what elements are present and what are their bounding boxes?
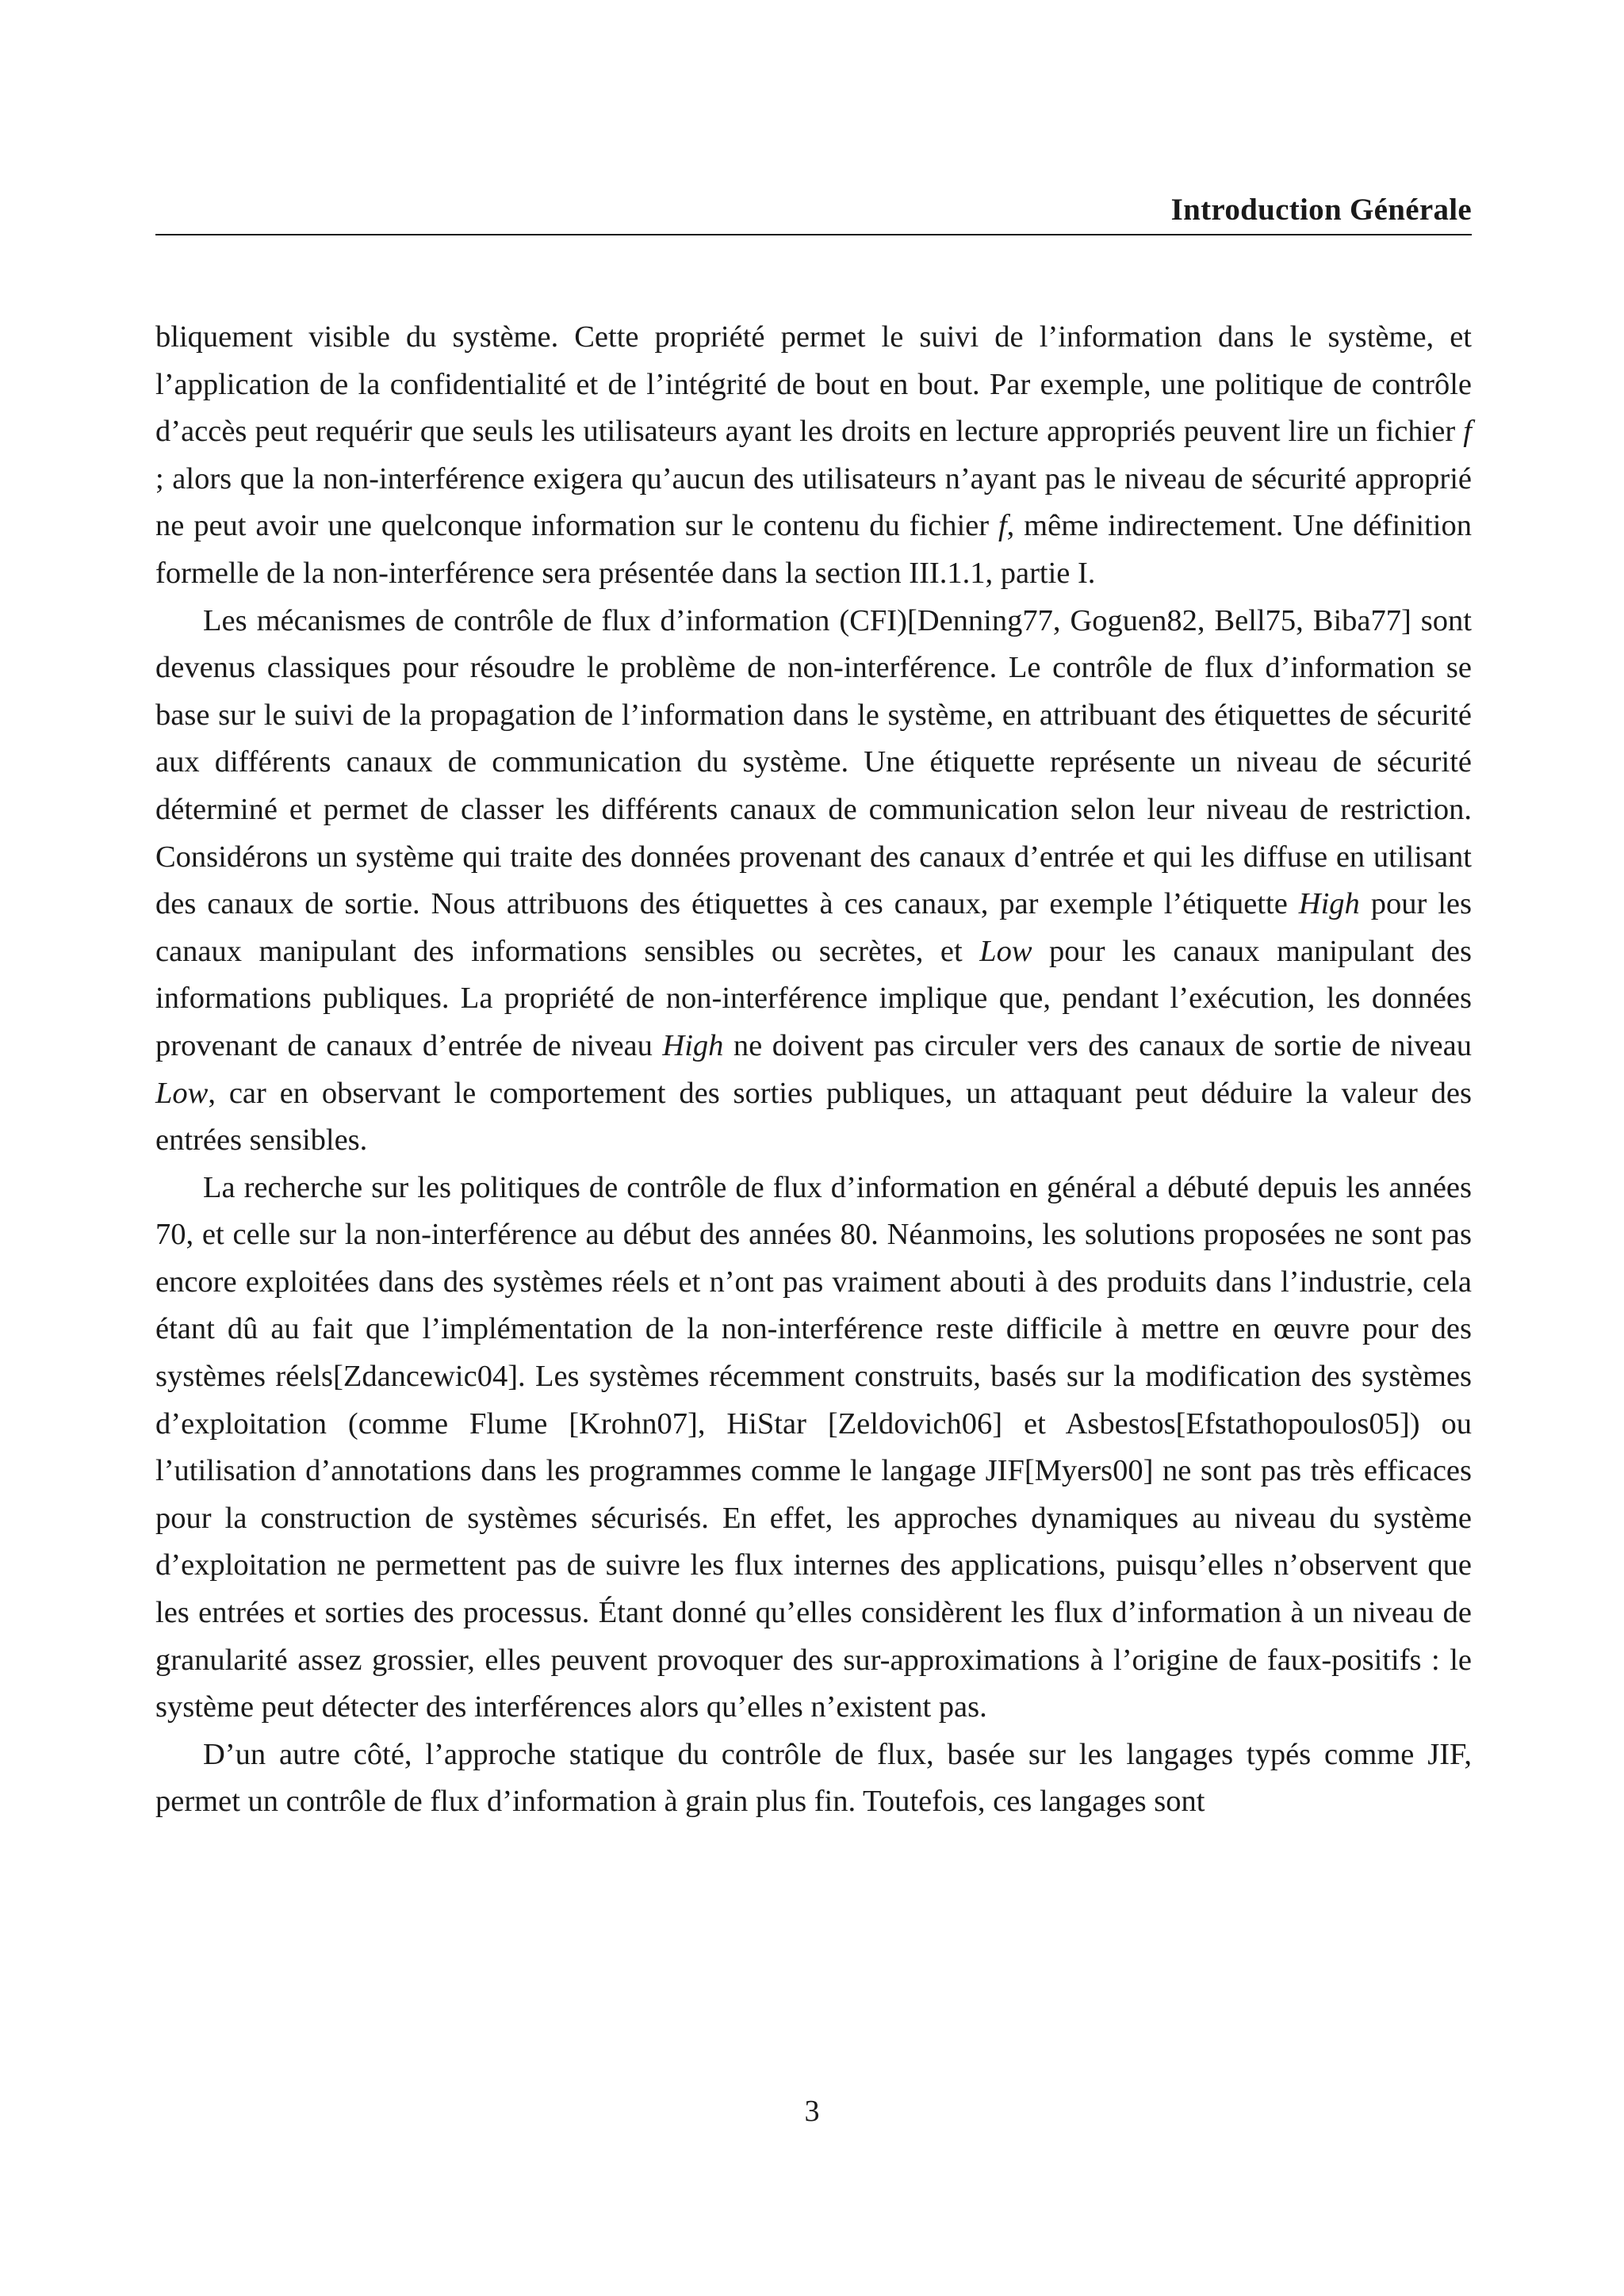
text-run: pour les canaux manipulant des informations sensibles ou secrètes, et	[155, 887, 1473, 968]
text-run: pour les canaux manipulant des informations publiques. La propriété de non-interférence implique que, pendant l’exécution, les données provenant de canaux d’entrée de niveau	[155, 934, 1472, 1062]
header-rule	[155, 234, 1472, 235]
italic-term: Low	[155, 1076, 209, 1110]
text-run: ne doivent pas circuler vers des canaux de sortie de niveau	[723, 1028, 1472, 1062]
text-run: , même indirectement. Une définition formelle de la non-interférence sera présentée dans la section III.1.1, partie I.	[155, 509, 1473, 590]
body-text	[155, 314, 1472, 1826]
text-run: La recherche sur les politiques de contrôle de flux d’information en général a débuté depuis les années 70, et celle sur la non-interférence au début des années 80. Néanmoins, les solutions proposées ne sont pas encore exploitées dans des systèmes réels et n’ont pas vraiment abouti à des produits dans l’industrie, cela étant dû au fait que l’implémentation de la non-interférence reste difficile à mettre en œuvre pour des systèmes réels[Zdancewic04]. Les systèmes récemment construits, basés sur la modification des systèmes d’exploitation (comme Flume [Krohn07], HiStar [Zeldovich06] et Asbestos[Efstathopoulos05]) ou l’utilisation d’annotations dans les programmes comme le langage JIF[Myers00] ne sont pas très efficaces pour la construction de systèmes sécurisés. En effet, les approches dynamiques au niveau du système d’exploitation ne permettent pas de suivre les flux internes des applications, puisqu’elles n’observent que les entrées et sorties des processus. Étant donné qu’elles considèrent les flux d’information à un niveau de granularité assez grossier, elles peuvent provoquer des sur-approximations à l’origine de faux-positifs : le système peut détecter des interférences alors qu’elles n’existent pas.	[155, 1170, 1472, 1724]
text-run: Les mécanismes de contrôle de flux d’information (CFI)[Denning77, Goguen82, Bell75, Biba77] sont devenus classiques pour résoudre le problème de non-interférence. Le contrôle de flux d’information se base sur le suivi de la propagation de l’information dans le système, en attribuant des étiquettes de sécurité aux différents canaux de communication du système. Une étiquette représente un niveau de sécurité déterminé et permet de classer les différents canaux de communication selon leur niveau de restriction. Considérons un système qui traite des données provenant des canaux d’entrée et qui les diffuse en utilisant des canaux de sortie. Nous attribuons des étiquettes à ces canaux, par exemple l’étiquette	[155, 603, 1472, 921]
text-run: bliquement visible du système. Cette propriété permet le suivi de l’information dans le système, et l’application de la confidentialité et de l’intégrité de bout en bout. Par exemple, une politique de contrôle d’accès peut requérir que seuls les utilisateurs ayant les droits en lecture appropriés peuvent lire un fichier	[155, 320, 1472, 449]
italic-term: Low	[979, 934, 1032, 968]
italic-term: f	[998, 509, 1007, 543]
text-run: , car en observant le comportement des sorties publiques, un attaquant peut déduire la valeur des entrées sensibles.	[155, 1076, 1472, 1158]
paragraph	[155, 1165, 1472, 1732]
paragraph	[155, 1732, 1472, 1826]
paragraph	[155, 598, 1472, 1165]
italic-term: High	[662, 1028, 724, 1062]
running-header-title: Introduction Générale	[1170, 193, 1472, 227]
page-number: 3	[804, 2095, 820, 2128]
italic-term: High	[1298, 887, 1360, 921]
paragraph	[155, 314, 1472, 598]
italic-term: f	[1463, 415, 1472, 449]
text-run: D’un autre côté, l’approche statique du contrôle de flux, basée sur les langages typés comme JIF, permet un contrôle de flux d’information à grain plus fin. Toutefois, ces langages sont	[155, 1737, 1472, 1819]
text-run: ; alors que la non-interférence exigera qu’aucun des utilisateurs n’ayant pas le niveau de sécurité approprié ne peut avoir une quelconque information sur le contenu du fichier	[155, 461, 1472, 543]
